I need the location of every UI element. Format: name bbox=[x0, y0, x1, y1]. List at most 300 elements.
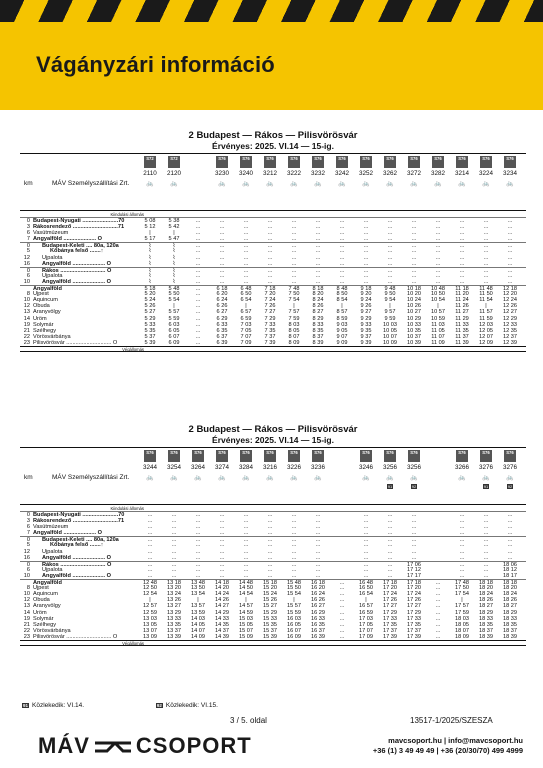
km-value: 0 bbox=[26, 561, 30, 568]
time-cell: ... bbox=[339, 603, 345, 610]
time-cell: ... bbox=[483, 554, 489, 561]
train-column bbox=[402, 156, 426, 189]
time-cell: ... bbox=[195, 554, 201, 561]
time-cell: ... bbox=[219, 254, 225, 261]
time-cell: 5 27 bbox=[144, 309, 156, 316]
train-number: 3276 bbox=[478, 464, 493, 471]
time-cell: 15 37 bbox=[263, 627, 277, 634]
time-cell: ... bbox=[459, 518, 465, 525]
time-cell: ... bbox=[339, 248, 345, 255]
bike-icon: 🚲 bbox=[218, 475, 226, 481]
time-cell: ... bbox=[315, 243, 321, 250]
time-cell: ... bbox=[435, 609, 441, 616]
km-value: 13 bbox=[23, 309, 30, 316]
time-cell: ... bbox=[387, 524, 393, 531]
time-cell: 6 39 bbox=[216, 339, 228, 346]
time-cell: ... bbox=[243, 566, 249, 573]
time-cell: 18 26 bbox=[503, 597, 517, 604]
train-number: 3232 bbox=[310, 170, 325, 177]
time-cell: 18 20 bbox=[479, 585, 493, 592]
time-cell: ... bbox=[219, 512, 225, 518]
time-cell: 6 03 bbox=[168, 321, 180, 328]
line-badge: S76 bbox=[144, 450, 156, 462]
time-cell: ... bbox=[459, 566, 465, 573]
line-badge: S76 bbox=[240, 450, 252, 462]
time-cell: ... bbox=[195, 267, 201, 274]
time-cell: ... bbox=[435, 621, 441, 628]
station-name: Budapest-Nyugati .......................70 bbox=[33, 512, 125, 518]
table-validity: Érvényes: 2025. VI.14 — 15-ig. bbox=[212, 435, 334, 445]
station-name: Pilisvörösvár ............................. O bbox=[33, 633, 118, 640]
line-badge: S76 bbox=[504, 156, 516, 168]
km-value: 3 bbox=[26, 224, 30, 231]
time-cell: 9 27 bbox=[360, 309, 372, 316]
time-cell: 5 12 bbox=[144, 224, 156, 231]
km-value: 21 bbox=[23, 621, 30, 628]
time-cell: 12 27 bbox=[503, 309, 517, 316]
km-value: 10 bbox=[23, 278, 30, 285]
table-row bbox=[20, 340, 526, 346]
time-cell: 5 20 bbox=[144, 291, 156, 298]
time-cell: 16 37 bbox=[311, 627, 325, 634]
bike-icon: 🚲 bbox=[146, 475, 154, 481]
station-name: Rákosrendező .............................71 bbox=[33, 224, 125, 231]
time-cell: ... bbox=[507, 512, 513, 518]
time-cell: 17 29 bbox=[407, 609, 421, 616]
train-number: 3274 bbox=[214, 464, 229, 471]
time-cell: ... bbox=[243, 254, 249, 261]
line-badge: S76 bbox=[312, 156, 324, 168]
time-cell: 7 39 bbox=[264, 339, 276, 346]
time-cell: ... bbox=[363, 518, 369, 525]
time-cell: | bbox=[461, 597, 463, 604]
time-cell: 17 35 bbox=[383, 621, 397, 628]
time-cell: 13 24 bbox=[167, 591, 181, 598]
time-cell: 18 18 bbox=[479, 580, 493, 587]
time-cell: ... bbox=[291, 566, 297, 573]
time-cell: ... bbox=[459, 254, 465, 261]
time-cell: 11 50 bbox=[479, 291, 493, 298]
station-name: Szélhegy bbox=[33, 621, 57, 628]
time-cell: 18 27 bbox=[479, 603, 493, 610]
time-cell: ... bbox=[243, 272, 249, 279]
time-cell: 5 33 bbox=[144, 321, 156, 328]
time-cell: 16 24 bbox=[311, 591, 325, 598]
station-name: Újpalota bbox=[42, 566, 63, 573]
time-cell: ⌇ bbox=[148, 272, 152, 279]
time-cell: ... bbox=[291, 254, 297, 261]
time-cell: ... bbox=[339, 591, 345, 598]
time-cell: 18 26 bbox=[479, 597, 493, 604]
time-cell: 15 03 bbox=[239, 615, 253, 622]
time-cell: ... bbox=[195, 260, 201, 267]
time-cell: 17 06 bbox=[407, 561, 421, 568]
time-cell: 15 09 bbox=[239, 633, 253, 640]
time-cell: ... bbox=[339, 224, 345, 231]
time-cell: ... bbox=[363, 530, 369, 537]
time-cell: ... bbox=[243, 236, 249, 243]
start-station-label: Kiindulási állomás bbox=[20, 211, 526, 218]
time-cell: 13 50 bbox=[191, 585, 205, 592]
time-cell: 6 27 bbox=[216, 309, 228, 316]
time-cell: ... bbox=[411, 260, 417, 267]
time-cell: 12 07 bbox=[479, 333, 493, 340]
bike-icon: 🚲 bbox=[410, 475, 418, 481]
time-cell: 16 33 bbox=[311, 615, 325, 622]
time-cell: 8 35 bbox=[312, 327, 324, 334]
time-cell: ... bbox=[435, 585, 441, 592]
line-badge: S76 bbox=[456, 450, 468, 462]
time-cell: 16 59 bbox=[359, 609, 373, 616]
line-badge: S76 bbox=[264, 156, 276, 168]
time-cell: 15 57 bbox=[287, 603, 301, 610]
train-column bbox=[186, 450, 210, 483]
time-cell: ... bbox=[243, 524, 249, 531]
time-cell: ... bbox=[267, 537, 273, 544]
time-cell: ... bbox=[267, 530, 273, 537]
time-cell: ... bbox=[363, 566, 369, 573]
time-cell: 16 05 bbox=[287, 621, 301, 628]
table-header bbox=[20, 153, 526, 211]
time-cell: 7 59 bbox=[288, 315, 300, 322]
timetable-2 bbox=[20, 424, 526, 646]
time-cell: | bbox=[389, 303, 391, 310]
time-cell: 13 35 bbox=[167, 621, 181, 628]
time-cell: ... bbox=[243, 218, 249, 224]
time-cell: 7 54 bbox=[288, 297, 300, 304]
time-cell: ... bbox=[315, 566, 321, 573]
time-cell: ... bbox=[507, 272, 513, 279]
time-cell: 5 57 bbox=[168, 309, 180, 316]
km-value: 14 bbox=[23, 315, 30, 322]
bike-icon: 🚲 bbox=[146, 181, 154, 187]
train-column bbox=[306, 450, 330, 483]
time-cell: 8 07 bbox=[288, 333, 300, 340]
train-number: 3236 bbox=[310, 464, 325, 471]
time-cell: 17 50 bbox=[455, 585, 469, 592]
train-number: 3216 bbox=[262, 464, 277, 471]
time-cell: ... bbox=[243, 243, 249, 250]
time-cell: ... bbox=[387, 248, 393, 255]
time-cell: ... bbox=[315, 248, 321, 255]
time-cell: ... bbox=[483, 530, 489, 537]
time-cell: 6 20 bbox=[216, 291, 228, 298]
time-cell: ... bbox=[339, 580, 345, 587]
time-cell: ⌇ bbox=[148, 254, 152, 261]
km-value: 10 bbox=[23, 297, 30, 304]
time-cell: 16 27 bbox=[311, 603, 325, 610]
station-name: Angyalföld ..................... O bbox=[42, 260, 111, 267]
time-cell: 13 33 bbox=[167, 615, 181, 622]
time-cell: ... bbox=[291, 260, 297, 267]
time-cell: 5 39 bbox=[144, 339, 156, 346]
time-cell: ... bbox=[147, 524, 153, 531]
line-badge: S76 bbox=[264, 450, 276, 462]
time-cell: 9 54 bbox=[384, 297, 396, 304]
time-cell: ... bbox=[435, 243, 441, 250]
time-cell: ... bbox=[243, 537, 249, 544]
time-cell: 9 39 bbox=[360, 339, 372, 346]
time-cell: ... bbox=[315, 554, 321, 561]
time-cell: ... bbox=[267, 542, 273, 549]
time-cell: ... bbox=[219, 224, 225, 231]
line-badge: S76 bbox=[336, 156, 348, 168]
time-cell: ... bbox=[243, 561, 249, 568]
time-cell: ... bbox=[219, 554, 225, 561]
km-value: 12 bbox=[23, 303, 30, 310]
time-cell: ... bbox=[339, 585, 345, 592]
time-cell: ... bbox=[291, 512, 297, 518]
train-number: 3252 bbox=[358, 170, 373, 177]
time-cell: 13 26 bbox=[167, 597, 181, 604]
time-cell: ... bbox=[387, 260, 393, 267]
time-cell: ... bbox=[339, 609, 345, 616]
time-cell: 13 37 bbox=[167, 627, 181, 634]
station-name: Rákos ............................. O bbox=[42, 267, 112, 274]
time-cell: ... bbox=[291, 248, 297, 255]
time-cell: ... bbox=[147, 548, 153, 555]
time-cell: ⌇ bbox=[172, 278, 176, 285]
time-cell: | bbox=[365, 597, 367, 604]
time-cell: | bbox=[245, 597, 247, 604]
time-cell: 16 07 bbox=[287, 627, 301, 634]
time-cell: ... bbox=[219, 561, 225, 568]
time-cell: 14 24 bbox=[215, 591, 229, 598]
time-cell: 18 39 bbox=[503, 633, 517, 640]
time-cell: 11 07 bbox=[431, 333, 445, 340]
time-cell: ... bbox=[243, 518, 249, 525]
time-cell: ... bbox=[195, 537, 201, 544]
time-cell: 7 26 bbox=[264, 303, 276, 310]
time-cell: ... bbox=[459, 230, 465, 237]
time-cell: ... bbox=[507, 530, 513, 537]
time-cell: 17 39 bbox=[407, 633, 421, 640]
line-badge: S76 bbox=[408, 156, 420, 168]
time-cell: ⌇ bbox=[172, 267, 176, 274]
time-cell: ... bbox=[411, 218, 417, 224]
time-cell: ... bbox=[363, 512, 369, 518]
time-cell: 6 57 bbox=[240, 309, 252, 316]
legend-note-1: 91 Közlekedik: VI.14. bbox=[23, 702, 85, 709]
time-cell: ... bbox=[315, 224, 321, 231]
time-cell: ⌇ bbox=[172, 254, 176, 261]
time-cell: 7 27 bbox=[264, 309, 276, 316]
time-cell: ... bbox=[339, 243, 345, 250]
time-cell: 11 24 bbox=[455, 297, 469, 304]
note-badge: 91 bbox=[483, 484, 489, 489]
time-cell: ... bbox=[483, 542, 489, 549]
train-number: 3214 bbox=[454, 170, 469, 177]
station-name: Angyalföld ..................... O bbox=[42, 554, 111, 561]
time-cell: ... bbox=[339, 218, 345, 224]
time-cell: ... bbox=[411, 518, 417, 525]
time-cell: ... bbox=[315, 561, 321, 568]
time-cell: ... bbox=[147, 518, 153, 525]
time-cell: ... bbox=[411, 272, 417, 279]
station-name: Aranyvölgy bbox=[33, 603, 61, 610]
time-cell: ... bbox=[483, 548, 489, 555]
time-cell: 5 42 bbox=[168, 224, 180, 231]
time-cell: 12 24 bbox=[503, 297, 517, 304]
train-column bbox=[282, 450, 306, 483]
time-cell: 15 39 bbox=[263, 633, 277, 640]
time-cell: 6 37 bbox=[216, 333, 228, 340]
time-cell: ... bbox=[195, 272, 201, 279]
time-cell: 18 09 bbox=[455, 633, 469, 640]
line-badge: S72 bbox=[144, 156, 156, 168]
station-name: Újpalota bbox=[42, 254, 63, 261]
time-cell: ... bbox=[267, 224, 273, 231]
start-station-label: Kiindulási állomás bbox=[20, 505, 526, 512]
time-cell: 15 29 bbox=[263, 609, 277, 616]
time-cell: 11 57 bbox=[479, 309, 493, 316]
time-cell: ... bbox=[171, 542, 177, 549]
time-cell: ... bbox=[195, 297, 201, 304]
time-cell: 17 05 bbox=[359, 621, 373, 628]
train-number: 3222 bbox=[286, 170, 301, 177]
time-cell: ... bbox=[483, 230, 489, 237]
legend-note-2: 92 Közlekedik: VI.15. bbox=[156, 702, 218, 709]
station-name: Vörösvárbánya bbox=[33, 333, 71, 340]
time-cell: ... bbox=[387, 548, 393, 555]
time-cell: 7 18 bbox=[264, 286, 276, 293]
time-cell: ... bbox=[219, 518, 225, 525]
time-cell: ... bbox=[195, 339, 201, 346]
time-cell: 6 09 bbox=[168, 339, 180, 346]
time-cell: ... bbox=[387, 554, 393, 561]
time-cell: ... bbox=[459, 248, 465, 255]
time-cell: 17 29 bbox=[383, 609, 397, 616]
time-cell: | bbox=[341, 303, 343, 310]
km-value: 14 bbox=[23, 609, 30, 616]
time-cell: 17 20 bbox=[407, 585, 421, 592]
time-cell: 10 07 bbox=[383, 333, 397, 340]
bike-icon: 🚲 bbox=[170, 181, 178, 187]
bike-icon: 🚲 bbox=[506, 475, 514, 481]
time-cell: 9 48 bbox=[384, 286, 396, 293]
time-cell: ... bbox=[195, 572, 201, 579]
time-cell: 13 39 bbox=[167, 633, 181, 640]
time-cell: 8 03 bbox=[288, 321, 300, 328]
time-cell: 15 07 bbox=[239, 627, 253, 634]
time-cell: 14 05 bbox=[191, 621, 205, 628]
time-cell: ⌇ bbox=[148, 267, 152, 274]
time-cell: ... bbox=[459, 542, 465, 549]
time-cell: ... bbox=[483, 566, 489, 573]
time-cell: ... bbox=[291, 524, 297, 531]
time-cell: 11 48 bbox=[479, 286, 493, 293]
time-cell: 5 38 bbox=[168, 218, 180, 224]
time-cell: ... bbox=[387, 561, 393, 568]
train-column bbox=[210, 156, 234, 189]
km-value: 8 bbox=[26, 291, 30, 298]
time-cell: ... bbox=[387, 230, 393, 237]
time-cell: 15 54 bbox=[287, 591, 301, 598]
time-cell: ... bbox=[219, 542, 225, 549]
time-cell: 7 07 bbox=[240, 333, 252, 340]
time-cell: ... bbox=[459, 512, 465, 518]
train-column bbox=[426, 156, 450, 189]
time-cell: ... bbox=[243, 542, 249, 549]
time-cell: ... bbox=[291, 224, 297, 231]
time-cell: ... bbox=[291, 548, 297, 555]
time-cell: 18 37 bbox=[503, 627, 517, 634]
time-cell: 13 20 bbox=[167, 585, 181, 592]
train-column bbox=[138, 156, 162, 189]
time-cell: ... bbox=[363, 561, 369, 568]
time-cell: 10 59 bbox=[431, 315, 445, 322]
line-badge: S76 bbox=[504, 450, 516, 462]
time-cell: ... bbox=[195, 327, 201, 334]
km-value: 0 bbox=[26, 243, 30, 250]
time-cell: 6 50 bbox=[240, 291, 252, 298]
time-cell: ... bbox=[267, 561, 273, 568]
time-cell: ... bbox=[171, 566, 177, 573]
train-column bbox=[282, 156, 306, 189]
time-cell: ... bbox=[363, 278, 369, 285]
time-cell: ... bbox=[267, 236, 273, 243]
time-cell: 8 33 bbox=[312, 321, 324, 328]
time-cell: 15 59 bbox=[287, 609, 301, 616]
time-cell: 14 59 bbox=[239, 609, 253, 616]
time-cell: ... bbox=[195, 218, 201, 224]
time-cell: ... bbox=[291, 537, 297, 544]
time-cell: ... bbox=[387, 272, 393, 279]
time-cell: 14 26 bbox=[215, 597, 229, 604]
time-cell: ... bbox=[291, 542, 297, 549]
time-cell: | bbox=[437, 303, 439, 310]
time-cell: 16 50 bbox=[359, 585, 373, 592]
time-cell: ... bbox=[267, 512, 273, 518]
time-cell: ... bbox=[507, 236, 513, 243]
time-cell: ... bbox=[147, 537, 153, 544]
time-cell: ... bbox=[195, 236, 201, 243]
time-cell: ... bbox=[219, 230, 225, 237]
bike-icon: 🚲 bbox=[482, 181, 490, 187]
time-cell: 14 33 bbox=[215, 615, 229, 622]
time-cell: ... bbox=[435, 597, 441, 604]
station-name: Újpalota bbox=[42, 548, 63, 555]
time-cell: ... bbox=[267, 254, 273, 261]
time-cell: ... bbox=[507, 554, 513, 561]
bike-icon: 🚲 bbox=[434, 181, 442, 187]
time-cell: ... bbox=[363, 542, 369, 549]
time-cell: ... bbox=[363, 554, 369, 561]
time-cell: ... bbox=[363, 254, 369, 261]
train-number: 3272 bbox=[406, 170, 421, 177]
bike-icon: 🚲 bbox=[218, 181, 226, 187]
time-cell: 10 37 bbox=[407, 333, 421, 340]
time-cell: ... bbox=[387, 512, 393, 518]
time-cell: ... bbox=[195, 524, 201, 531]
time-cell: 13 29 bbox=[167, 609, 181, 616]
time-cell: ... bbox=[387, 518, 393, 525]
time-cell: 9 20 bbox=[360, 291, 372, 298]
km-value: 6 bbox=[26, 566, 30, 573]
km-value: 12 bbox=[23, 597, 30, 604]
train-number: 3234 bbox=[502, 170, 517, 177]
time-cell: 18 03 bbox=[455, 615, 469, 622]
time-cell: 12 05 bbox=[479, 327, 493, 334]
time-cell: ... bbox=[387, 278, 393, 285]
contact-info bbox=[373, 736, 523, 756]
station-name: Aquincum bbox=[33, 297, 58, 304]
bike-icon: 🚲 bbox=[338, 181, 346, 187]
train-number: 3276 bbox=[502, 464, 517, 471]
contact-web[interactable]: mavcsoport.hu | info@mavcsoport.hu bbox=[388, 736, 523, 745]
time-cell: 8 29 bbox=[312, 315, 324, 322]
time-cell: 8 57 bbox=[336, 309, 348, 316]
